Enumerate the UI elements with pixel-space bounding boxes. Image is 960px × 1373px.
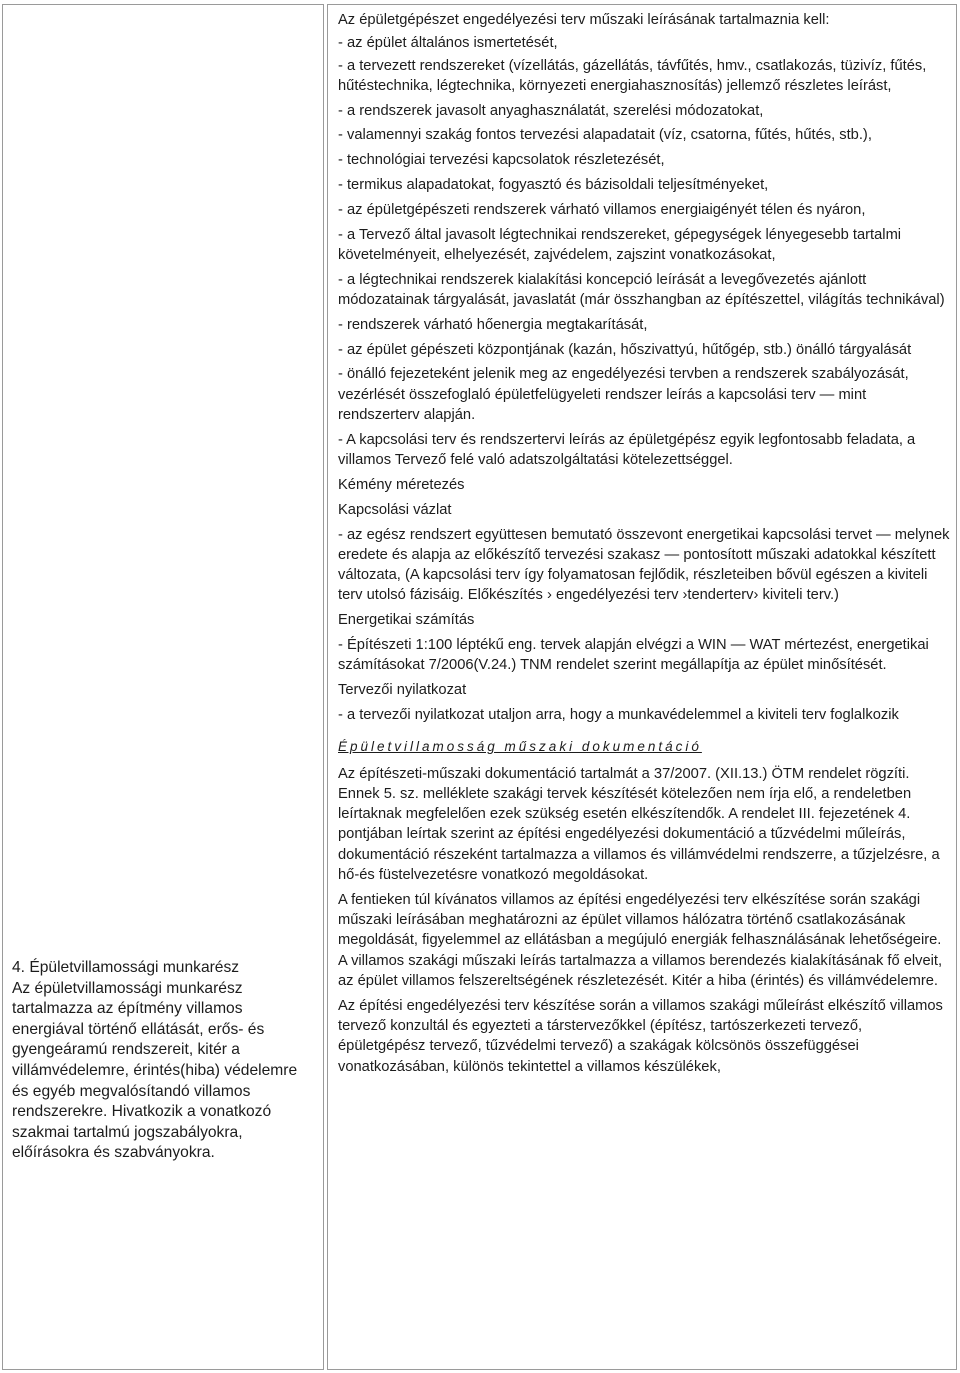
list-item: - a Tervező által javasolt légtechnikai rendszereket, gépegységek lényegesebb tartalmi követelményeit, elhelyezését, zajvédelem, zajszint vonatkozásokat, [338, 226, 902, 263]
subheading-circuit-sketch: Kapcsolási vázlat [338, 501, 452, 518]
left-column-text [12, 958, 302, 1164]
section-heading: Épületvillamosság műszaki dokumentáció [338, 739, 702, 755]
list-item: - az épületgépészeti rendszerek várható villamos energiaigényét télen és nyáron, [338, 201, 866, 218]
list-item: - A kapcsolási terv és rendszertervi leírás az épületgépész egyik legfontosabb feladata, a villamos Tervező felé való adatszolgáltatási kötelezettséggel. [338, 431, 916, 469]
body-paragraph: Az építési engedélyezési terv készítése során a villamos szakági műleírást elkészítő villamos tervező konzultál és egyezteti a társtervezőkkel (építész, tartószerkezeti tervező, épületgépész tervező, tűzvédelmi tervező) a szakágak kölcsönös összefüggései vonatkozásában, különös tekintettel a villamos készülékek, [338, 997, 943, 1075]
list-item: - rendszerek várható hőenergia megtakarítását, [338, 316, 648, 333]
list-item: - önálló fejezeteként jelenik meg az engedélyezési tervben a rendszerek szabályozását, vezérlését összefoglaló épületfelügyeleti rendszer leírás a kapcsolási terv — mint rendszerterv alapján. [338, 366, 909, 424]
section-4-heading: 4. Épületvillamossági munkarész [12, 959, 240, 976]
list-item: - Építészeti 1:100 léptékű eng. tervek alapján elvégzi a WIN — WAT mértezést, energetikai számításokat 7/2006(V.24.) TNM rendelet szerint megállapítja az épület minősítését. [338, 637, 929, 674]
section-4-body: Az épületvillamossági munkarész tartalmazza az építmény villamos energiával történő ellátását, erős- és gyengeáramú rendszereit, kitér a villámvédelemre, érintés(hiba) védelemre és egyéb megvalósítandó villamos rendszerekre. Hivatkozik a vonatkozó szakmai tartalmú jogszabályokra, előírásokra és szabványokra. [12, 979, 298, 1162]
body-paragraph: A fentieken túl kívánatos villamos az építési engedélyezési terv elkészítése során szakági műszaki leírásában meghatározni az épület villamos hálózatra történő csatlakozásának megoldását, figyelemmel az ellátásban a megújuló energiák felhasználásának lehetőségeire. A villamos szakági műszaki leírás tartalmazza a villamos berendezés kialakításának fő elveit, az épület villamos felszereltségének részletezését. Kitér a hiba (érintés) és villámvédelemre. [338, 891, 943, 989]
subheading-chimney: Kémény méretezés [338, 476, 465, 493]
list-item: - valamennyi szakág fontos tervezési alapadatait (víz, csatorna, fűtés, hűtés, stb.), [338, 127, 872, 144]
subheading-designer-statement: Tervezői nyilatkozat [338, 682, 467, 699]
body-paragraph: Az építészeti-műszaki dokumentáció tartalmát a 37/2007. (XII.13.) ÖTM rendelet rögzíti. Ennek 5. sz. melléklete szakági tervek készítését kötelezően nem írja elő, a rendeletben leírtaknak megfelelően ezek szükség esetén elkészítendők. A rendelet III. fejezetének 4. pontjában leírtak szerint az építési engedélyezési dokumentáció a tűzvédelmi műleírás, dokumentáció részeként tartalmazza a villamos és villámvédelmi rendszerre, a tűzjelzésre, a hő-és füstelvezetésre vonatkozó megoldásokat. [338, 765, 940, 883]
list-item: - a rendszerek javasolt anyaghasználatát, szerelési módozatokat, [338, 102, 764, 119]
list-item: - az épület általános ismertetését, [338, 34, 558, 51]
list-item: - az épület gépészeti központjának (kazán, hőszivattyú, hűtőgép, stb.) önálló tárgyalását [338, 341, 912, 358]
left-column-frame [2, 4, 324, 1370]
intro-line: Az épületgépészet engedélyezési terv műszaki leírásának tartalmaznia kell: [338, 12, 830, 28]
list-item: - technológiai tervezési kapcsolatok részletezését, [338, 152, 665, 169]
list-item: - a légtechnikai rendszerek kialakítási koncepció leírását a levegővezetés ajánlott módozatainak tárgyalását, javaslatát (már összhangban az építészettel, világítás technikával) [338, 271, 945, 309]
list-item: - termikus alapadatokat, fogyasztó és bázisoldali teljesítményeket, [338, 177, 769, 194]
list-item: - a tervezői nyilatkozat utaljon arra, hogy a munkavédelemmel a kiviteli terv foglalkozik [338, 706, 899, 723]
subheading-energy-calc: Energetikai számítás [338, 612, 475, 629]
right-column-text [338, 10, 950, 1081]
list-item: - az egész rendszert együttesen bemutató összevont energetikai kapcsolási tervet — melynek eredete és alapja az előkészítő tervezési szakasz — pontosított műszaki adatokkal készített változata, (A kapcsolási terv így folyamatosan fejlődik, részleteiben bővül egészen a kiviteli terv utolsó fázisáig. Előkészítés › engedélyezési terv ›tenderterv› kiviteli terv.) [338, 526, 950, 604]
list-item: - a tervezett rendszereket (vízellátás, gázellátás, távfűtés, hmv., csatlakozás, tüzivíz, fűtés, hűtéstechnika, légtechnika, környezeti energiahasznosítás) jellemző részletes leírást, [338, 57, 927, 94]
